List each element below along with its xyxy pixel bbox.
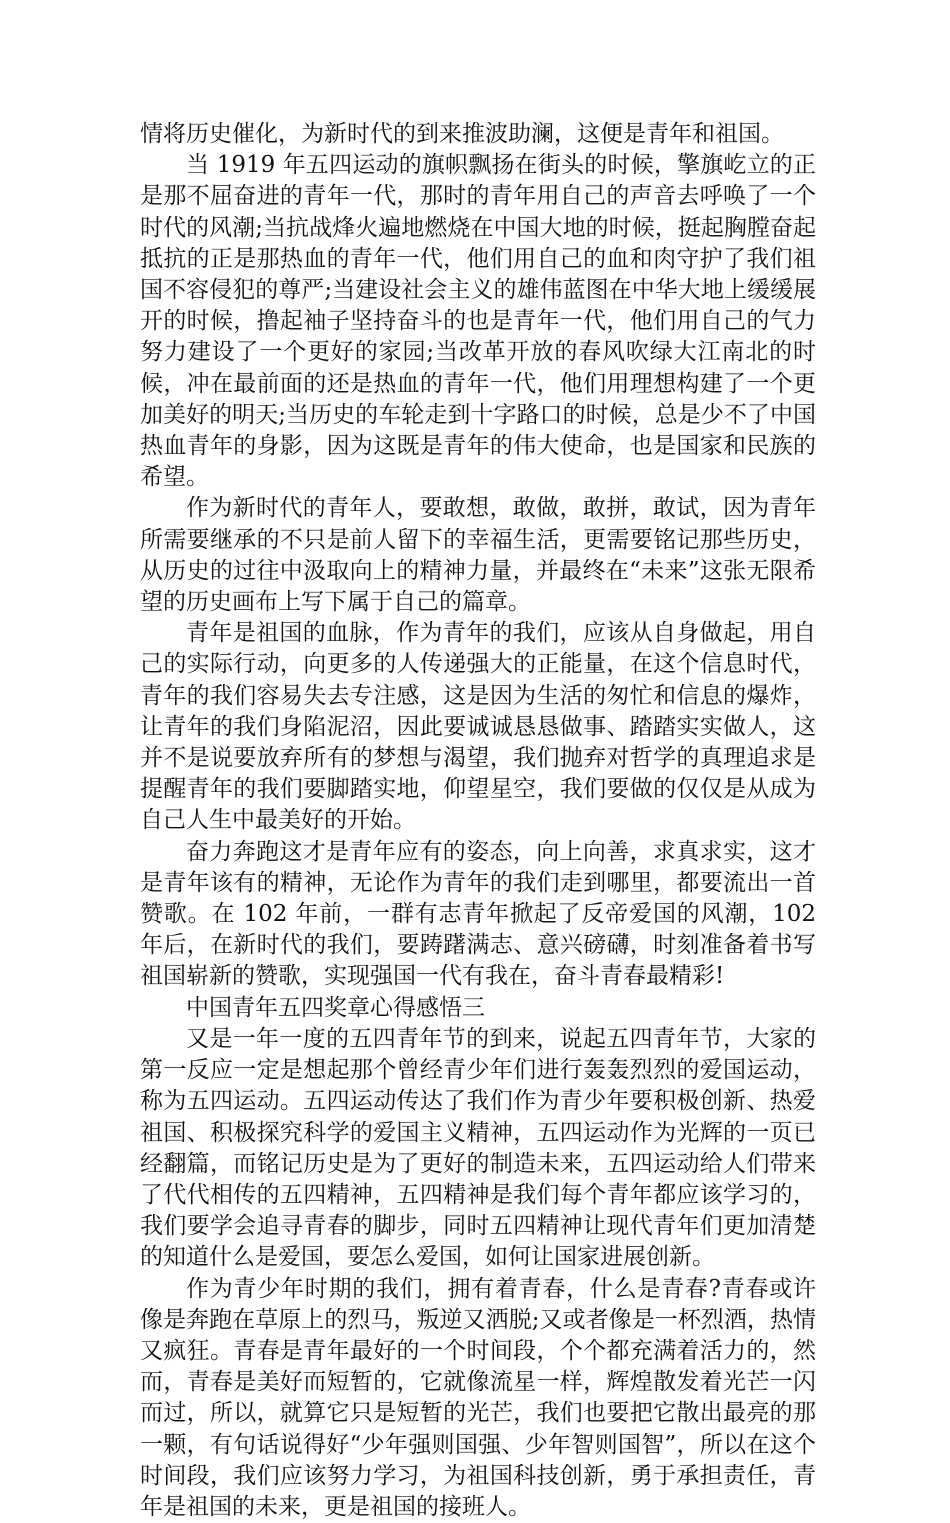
- paragraph-youth-day: 又是一年一度的五四青年节的到来，说起五四青年节，大家的第一反应一定是想起那个曾经青少年们进行轰轰烈烈的爱国运动，称为五四运动。五四运动传达了我们作为青少年要积极创新、热爱祖国、积极探究科学的爱国主义精神，五四运动作为光辉的一页已经翻篇，而铭记历史是为了更好的制造未来，五四运动给人们带来了代代相传的五四精神，五四精神是我们每个青年都应该学习的，我们要学会追寻青春的脚步，同时五四精神让现代青年们更加清楚的知道什么是爱国，要怎么爱国，如何让国家进展创新。: [140, 1025, 816, 1271]
- section-title: 中国青年五四奖章心得感悟三: [186, 994, 485, 1021]
- paragraph-new-era-youth: 作为新时代的青年人，要敢想，敢做，敢拼，敢试，因为青年所需要继承的不只是前人留下的幸福生活，更需要铭记那些历史，从历史的过往中汲取向上的精神力量，并最终在“未来”这张无限希望的历史画布上写下属于自己的篇章。: [140, 495, 816, 616]
- paragraph-what-is-youth: 作为青少年时期的我们，拥有着青春，什么是青春?青春或许像是奔跑在草原上的烈马，叛逆又洒脱;又或者像是一杯烈酒，热情又疯狂。青春是青年最好的一个时间段，个个都充满着活力的，然而，青春是美好而短暂的，它就像流星一样，辉煌散发着光芒一闪而过，所以，就算它只是短暂的光芒，我们也要把它散出最亮的那一颗，有句话说得好“少年强则国强、少年智则国智”，所以在这个时间段，我们应该努力学习，为祖国科技创新，勇于承担责任，青年是祖国的未来，更是祖国的接班人。: [140, 1275, 816, 1520]
- document-body: [140, 119, 816, 1523]
- paragraph-youth-bloodline: 青年是祖国的血脉，作为青年的我们，应该从自身做起，用自己的实际行动，向更多的人传递强大的正能量，在这个信息时代，青年的我们容易失去专注感，这是因为生活的匆忙和信息的爆炸，让青年的我们身陷泥沼，因此要诚诚恳恳做事、踏踏实实做人，这并不是说要放弃所有的梦想与渴望，我们抛弃对哲学的真理追求是提醒青年的我们要脚踏实地，仰望星空，我们要做的仅仅是从成为自己人生中最美好的开始。: [140, 620, 816, 834]
- paragraph-may-fourth-history: 当 1919 年五四运动的旗帜飘扬在街头的时候，擎旗屹立的正是那不屈奋进的青年一代，那时的青年用自己的声音去呼唤了一个时代的风潮;当抗战烽火遍地燃烧在中国大地的时候，挺起胸膛奋起抵抗的正是那热血的青年一代，他们用自己的血和肉守护了我们祖国不容侵犯的尊严;当建设社会主义的雄伟蓝图在中华大地上缓缓展开的时候，撸起袖子坚持奋斗的也是青年一代，他们用自己的气力努力建设了一个更好的家园;当改革开放的春风吹绿大江南北的时候，冲在最前面的还是热血的青年一代，他们用理想构建了一个更加美好的明天;当历史的车轮走到十字路口的时候，总是少不了中国热血青年的身影，因为这既是青年的伟大使命，也是国家和民族的希望。: [140, 152, 816, 491]
- paragraph-strive-running: 奋力奔跑这才是青年应有的姿态，向上向善，求真求实，这才是青年该有的精神，无论作为青年的我们走到哪里，都要流出一首赞歌。在 102 年前，一群有志青年掀起了反帝爱国的风潮，102 年后，在新时代的我们，要踌躇满志、意兴磅礴，时刻准备着书写祖国崭新的赞歌，实现强国一代有我在，奋斗青春最精彩!: [140, 838, 816, 990]
- paragraph-continuation: 情将历史催化，为新时代的到来推波助澜，这便是青年和祖国。: [140, 121, 784, 147]
